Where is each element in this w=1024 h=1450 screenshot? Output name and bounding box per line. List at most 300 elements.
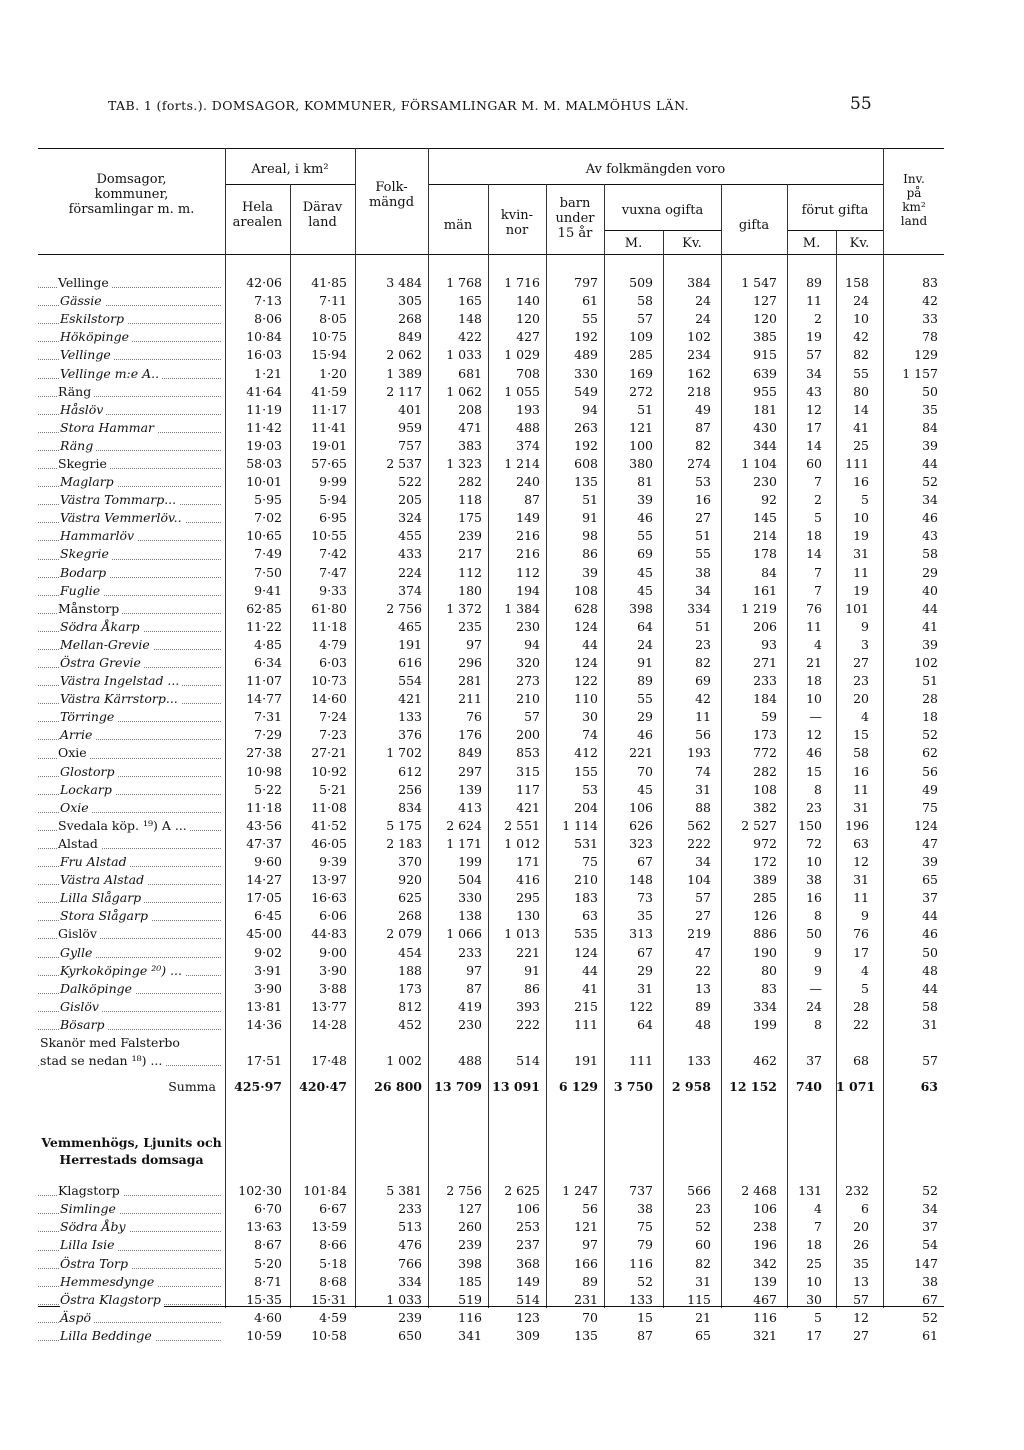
table-cell: 11·19 [246, 401, 282, 417]
table-cell: 31 [637, 980, 653, 996]
row-label [38, 871, 225, 889]
table-cell: 87 [466, 980, 482, 996]
table-cell: 419 [458, 998, 482, 1014]
table-cell: 9 [861, 618, 869, 634]
table-cell: 5 [814, 510, 822, 526]
page-number: 55 [850, 94, 872, 114]
table-cell: 44 [922, 908, 938, 924]
table-cell: 14·28 [311, 1016, 347, 1032]
table-cell: 11 [806, 293, 822, 309]
table-cell: 17·05 [246, 890, 282, 906]
table-cell: 166 [574, 1255, 598, 1271]
table-cell: 121 [629, 419, 653, 435]
table-row [38, 1182, 944, 1200]
table-cell: 206 [753, 618, 777, 634]
table-cell: 344 [753, 437, 777, 453]
table-cell: 282 [458, 474, 482, 490]
table-cell [225, 1034, 290, 1052]
table-cell: 454 [398, 944, 422, 960]
table-cell: 46 [922, 926, 938, 942]
table-cell: 15·35 [246, 1291, 282, 1307]
row-label [38, 582, 225, 600]
table-row [38, 654, 944, 672]
row-label-text: Simlinge [60, 1201, 119, 1216]
table-cell: 8·68 [319, 1273, 347, 1289]
row-label [38, 1218, 225, 1236]
table-cell: 45 [637, 781, 653, 797]
table-cell: 57 [806, 347, 822, 363]
row-label [38, 817, 225, 835]
table-cell: 93 [761, 636, 777, 652]
table-cell: 44 [922, 980, 938, 996]
table-cell: 44 [922, 600, 938, 616]
table-cell: 41 [582, 980, 598, 996]
table-row [38, 491, 944, 509]
row-label-text: Lilla Beddinge [60, 1328, 155, 1343]
table-cell: 222 [516, 1016, 540, 1032]
table-cell: 240 [516, 474, 540, 490]
row-label [38, 654, 225, 672]
table-row [38, 437, 944, 455]
table-cell: 26 [853, 1237, 869, 1253]
table-cell: 342 [753, 1255, 777, 1271]
table-cell: 58 [637, 293, 653, 309]
table-cell: 150 [798, 817, 822, 833]
table-row [38, 835, 944, 853]
table-cell: 19·01 [311, 437, 347, 453]
table-cell: 108 [574, 582, 598, 598]
table-row [38, 980, 944, 998]
table-cell: 183 [574, 890, 598, 906]
table-cell: 54 [922, 1237, 938, 1253]
table-cell: 41·64 [246, 383, 282, 399]
table-cell: 218 [687, 383, 711, 399]
table-cell: 46 [637, 727, 653, 743]
table-cell: 16 [695, 492, 711, 508]
table-cell: 471 [458, 419, 482, 435]
table-cell: 27 [695, 908, 711, 924]
table-cell: 15 [853, 727, 869, 743]
table-cell: 55 [637, 691, 653, 707]
table-row [38, 943, 944, 961]
table-cell: 31 [695, 781, 711, 797]
table-cell: 57 [922, 1053, 938, 1069]
row-label [38, 1016, 225, 1034]
table-cell: 6 129 [558, 1079, 598, 1095]
table-cell: 74 [695, 763, 711, 779]
table-cell: 1 219 [741, 600, 777, 616]
table-cell: 56 [582, 1201, 598, 1217]
table-cell: 121 [574, 1219, 598, 1235]
table-cell: 2 756 [446, 1183, 482, 1199]
row-label-text: Stora Hammar [60, 420, 157, 435]
table-cell: 1 171 [446, 835, 482, 851]
table-cell: 140 [516, 293, 540, 309]
table-cell: 9·41 [254, 582, 282, 598]
table-cell: 222 [687, 835, 711, 851]
row-label-text: Västra Alstad [60, 872, 147, 887]
table-cell: 210 [516, 691, 540, 707]
table-cell: 17·51 [246, 1053, 282, 1069]
table-cell: 138 [458, 908, 482, 924]
table-cell: 608 [574, 455, 598, 471]
table-cell: 531 [574, 835, 598, 851]
row-label [38, 998, 225, 1016]
table-cell: 13 [695, 980, 711, 996]
row-label-text: Maglarp [60, 474, 117, 489]
table-cell: 14 [853, 401, 869, 417]
row-label-text: Mellan-Grevie [60, 637, 153, 652]
table-cell: 122 [574, 673, 598, 689]
table-cell: 334 [398, 1273, 422, 1289]
table-cell: 194 [516, 582, 540, 598]
table-cell: 433 [398, 546, 422, 562]
table-cell: 489 [574, 347, 598, 363]
table-cell: 14·27 [246, 872, 282, 888]
table-row [38, 1114, 944, 1182]
table-cell: 102 [914, 655, 938, 671]
table-cell: 488 [516, 419, 540, 435]
table-cell: 122 [629, 998, 653, 1014]
table-cell: 181 [753, 401, 777, 417]
table-cell: 126 [753, 908, 777, 924]
table-cell: 173 [753, 727, 777, 743]
table-cell: 416 [516, 872, 540, 888]
table-row [38, 419, 944, 437]
table-cell: 234 [687, 347, 711, 363]
table-cell: 76 [806, 600, 822, 616]
table-cell: 834 [398, 799, 422, 815]
table-cell: 111 [845, 455, 869, 471]
table-cell: 2 117 [386, 383, 422, 399]
table-cell: 260 [458, 1219, 482, 1235]
table-cell: 23 [806, 799, 822, 815]
table-cell: 519 [458, 1291, 482, 1307]
table-cell: 13·63 [246, 1219, 282, 1235]
table-cell: 2 [814, 492, 822, 508]
table-cell: 204 [574, 799, 598, 815]
table-cell: 58·03 [246, 455, 282, 471]
table-cell: 215 [574, 998, 598, 1014]
row-label [38, 781, 225, 799]
table-cell: 176 [458, 727, 482, 743]
table-cell: 57·65 [311, 455, 347, 471]
table-cell: 295 [516, 890, 540, 906]
table-cell: 11 [853, 890, 869, 906]
table-cell: 116 [458, 1309, 482, 1325]
table-cell: 31 [853, 799, 869, 815]
table-cell: 383 [458, 437, 482, 453]
col-header-vuxna-ogifta: vuxna ogifta [621, 203, 704, 218]
table-cell: 127 [753, 293, 777, 309]
table-cell: 513 [398, 1219, 422, 1235]
table-cell: 38 [637, 1201, 653, 1217]
table-cell: 12 [853, 854, 869, 870]
table-row [38, 690, 944, 708]
table-cell: 10·01 [246, 474, 282, 490]
table-cell: 323 [629, 835, 653, 851]
table-cell: 8·71 [254, 1273, 282, 1289]
table-cell: 67 [922, 1291, 938, 1307]
table-cell: 285 [753, 890, 777, 906]
table-cell: 330 [458, 890, 482, 906]
table-row [38, 1052, 944, 1070]
table-row [38, 853, 944, 871]
table-cell: 6·95 [319, 510, 347, 526]
table-cell: 33 [922, 311, 938, 327]
table-cell: 566 [687, 1183, 711, 1199]
table-cell: 239 [458, 1237, 482, 1253]
table-cell: 15 [806, 763, 822, 779]
table-cell: 38 [695, 564, 711, 580]
table-cell: 4·59 [319, 1309, 347, 1325]
table-cell: 6·06 [319, 908, 347, 924]
table-cell: 412 [574, 745, 598, 761]
table-cell: 69 [695, 673, 711, 689]
table-cell: 61 [922, 1327, 938, 1343]
table-cell: 22 [695, 962, 711, 978]
table-cell: 64 [637, 1016, 653, 1032]
table-cell: 50 [806, 926, 822, 942]
table-cell: 11·42 [246, 419, 282, 435]
table-cell: 211 [458, 691, 482, 707]
table-cell: 65 [695, 1327, 711, 1343]
table-cell: 44 [582, 962, 598, 978]
table-cell: 231 [574, 1291, 598, 1307]
table-cell: 51 [922, 673, 938, 689]
table-cell: 7 [814, 1219, 822, 1235]
population-table [38, 274, 944, 1345]
table-cell: — [809, 709, 822, 725]
table-cell: 84 [761, 564, 777, 580]
table-cell: 13 [853, 1273, 869, 1289]
table-row [38, 799, 944, 817]
table-cell: 14·36 [246, 1016, 282, 1032]
table-cell: 11·18 [311, 618, 347, 634]
table-cell: 127 [458, 1201, 482, 1217]
table-row [38, 998, 944, 1016]
table-cell: 45 [637, 564, 653, 580]
table-cell: 11·17 [311, 401, 347, 417]
table-cell: 9 [814, 944, 822, 960]
col-header-forut-kv: Kv. [849, 236, 870, 251]
table-cell: 48 [922, 962, 938, 978]
table-cell: 955 [753, 383, 777, 399]
table-cell: 9·00 [319, 944, 347, 960]
table-cell: 91 [582, 510, 598, 526]
table-cell: 20 [853, 691, 869, 707]
table-cell: 9·99 [319, 474, 347, 490]
table-cell: 374 [398, 582, 422, 598]
table-cell: 230 [458, 1016, 482, 1032]
table-cell: 462 [753, 1053, 777, 1069]
table-cell: 626 [629, 817, 653, 833]
row-label [38, 310, 225, 328]
table-cell: 37 [922, 890, 938, 906]
table-cell: 4 [814, 1201, 822, 1217]
table-cell: 2 [814, 311, 822, 327]
table-row [38, 925, 944, 943]
table-cell: 4 [814, 636, 822, 652]
table-cell: 59 [761, 709, 777, 725]
table-cell: 385 [753, 329, 777, 345]
table-cell: 253 [516, 1219, 540, 1235]
row-label-text: Skanör med Falsterbo [40, 1035, 183, 1050]
table-cell: 297 [458, 763, 482, 779]
table-row [38, 1200, 944, 1218]
table-cell: 10·55 [311, 528, 347, 544]
table-cell: 109 [629, 329, 653, 345]
table-cell: 7 [814, 474, 822, 490]
folkmangd-underline [428, 184, 883, 185]
row-label [38, 962, 225, 980]
table-cell: 420·47 [299, 1079, 347, 1095]
table-cell: 106 [629, 799, 653, 815]
table-row [38, 907, 944, 925]
table-cell: 62·85 [246, 600, 282, 616]
row-label [38, 763, 225, 781]
col-header-name: Domsagor, kommuner, församlingar m. m. [68, 172, 195, 217]
table-cell: 12 [806, 401, 822, 417]
table-cell: 75 [582, 854, 598, 870]
table-cell: 509 [629, 275, 653, 291]
table-cell: 920 [398, 872, 422, 888]
col-header-kvinnor: kvin- nor [500, 208, 534, 238]
table-cell: 39 [922, 437, 938, 453]
table-cell: 58 [922, 546, 938, 562]
table-cell: 5 [814, 1309, 822, 1325]
table-cell: 2 625 [504, 1183, 540, 1199]
table-cell: 1 029 [504, 347, 540, 363]
table-cell: 89 [582, 1273, 598, 1289]
table-cell: 9·02 [254, 944, 282, 960]
table-cell: 52 [637, 1273, 653, 1289]
table-cell: 812 [398, 998, 422, 1014]
table-cell: 4·79 [319, 636, 347, 652]
table-cell: 16·63 [311, 890, 347, 906]
table-cell: 7·29 [254, 727, 282, 743]
table-cell: 94 [582, 401, 598, 417]
row-label [38, 328, 225, 346]
table-cell: 112 [458, 564, 482, 580]
table-cell: 271 [753, 655, 777, 671]
row-label-text: Södra Åby [60, 1219, 129, 1234]
table-cell: 24 [695, 311, 711, 327]
table-cell: 6 [861, 1201, 869, 1217]
row-label-text: Gylle [60, 945, 95, 960]
table-cell: 82 [695, 437, 711, 453]
top-rule [38, 148, 944, 149]
table-cell: 849 [458, 745, 482, 761]
table-cell: 2 183 [386, 835, 422, 851]
table-cell: 10·58 [311, 1327, 347, 1343]
table-cell: 7·31 [254, 709, 282, 725]
table-cell: 76 [853, 926, 869, 942]
table-cell: 398 [629, 600, 653, 616]
table-cell: 6·67 [319, 1201, 347, 1217]
table-cell: 61·80 [311, 600, 347, 616]
row-label-text: Klagstorp [58, 1183, 123, 1198]
table-cell: 41·85 [311, 275, 347, 291]
table-cell: 175 [458, 510, 482, 526]
table-cell: 16·03 [246, 347, 282, 363]
row-label-text: Lilla Isie [60, 1237, 117, 1252]
row-label-text: Västra Ingelstad ... [60, 673, 182, 688]
table-cell: 334 [753, 998, 777, 1014]
table-cell: 3·91 [254, 962, 282, 978]
table-cell: 7·24 [319, 709, 347, 725]
table-cell: 46 [806, 745, 822, 761]
table-cell: 199 [753, 1016, 777, 1032]
table-cell: 10 [853, 311, 869, 327]
table-cell: 321 [753, 1327, 777, 1343]
row-label [38, 1052, 225, 1070]
table-row [38, 455, 944, 473]
table-cell: 320 [516, 655, 540, 671]
table-cell: 75 [637, 1219, 653, 1235]
table-cell: 1 547 [741, 275, 777, 291]
table-cell: 219 [687, 926, 711, 942]
table-cell: 39 [637, 492, 653, 508]
table-cell: 88 [695, 799, 711, 815]
table-cell: 235 [458, 618, 482, 634]
table-cell: 91 [524, 962, 540, 978]
row-label-text: Håslöv [60, 402, 106, 417]
table-cell: 34 [922, 492, 938, 508]
row-label [38, 1200, 225, 1218]
table-cell: 274 [687, 455, 711, 471]
table-cell: 46 [637, 510, 653, 526]
row-label-text: Dalköpinge [60, 981, 135, 996]
table-cell: 50 [922, 383, 938, 399]
table-cell: 38 [922, 1273, 938, 1289]
table-cell [787, 1034, 836, 1052]
col-header-forut-gifta: förut gifta [801, 203, 869, 218]
col-header-barn: barn under 15 år [555, 196, 595, 241]
section-heading: Vemmenhögs, Ljunits och Herrestads domsaga [41, 1135, 222, 1168]
table-row [38, 1236, 944, 1254]
table-cell: 171 [516, 854, 540, 870]
table-cell: 17·48 [311, 1053, 347, 1069]
col-header-man: män [443, 218, 473, 233]
table-cell: 401 [398, 401, 422, 417]
row-label-text: Oxie [60, 800, 92, 815]
row-label-text: Fuglie [60, 583, 103, 598]
table-cell: 256 [398, 781, 422, 797]
table-cell: 20 [853, 1219, 869, 1235]
row-label-text: Vellinge m:e A.. [60, 366, 162, 381]
table-cell: 959 [398, 419, 422, 435]
table-cell: 4 [861, 962, 869, 978]
table-cell: 72 [806, 835, 822, 851]
table-cell [488, 1034, 546, 1052]
table-cell: 27 [853, 655, 869, 671]
spacer-row [38, 1104, 944, 1114]
col-header-av-folkmangden: Av folkmängden voro [585, 162, 726, 177]
table-cell: 374 [516, 437, 540, 453]
table-cell: 650 [398, 1327, 422, 1343]
row-label [38, 925, 225, 943]
table-cell: 1 055 [504, 383, 540, 399]
table-cell: 47·37 [246, 835, 282, 851]
table-cell: 341 [458, 1327, 482, 1343]
table-cell: 16 [853, 763, 869, 779]
table-cell: 26 800 [374, 1079, 422, 1095]
row-label [38, 383, 225, 401]
table-cell: 18 [806, 673, 822, 689]
table-bottom-rule [38, 1306, 944, 1307]
table-cell: 13 091 [492, 1079, 540, 1095]
